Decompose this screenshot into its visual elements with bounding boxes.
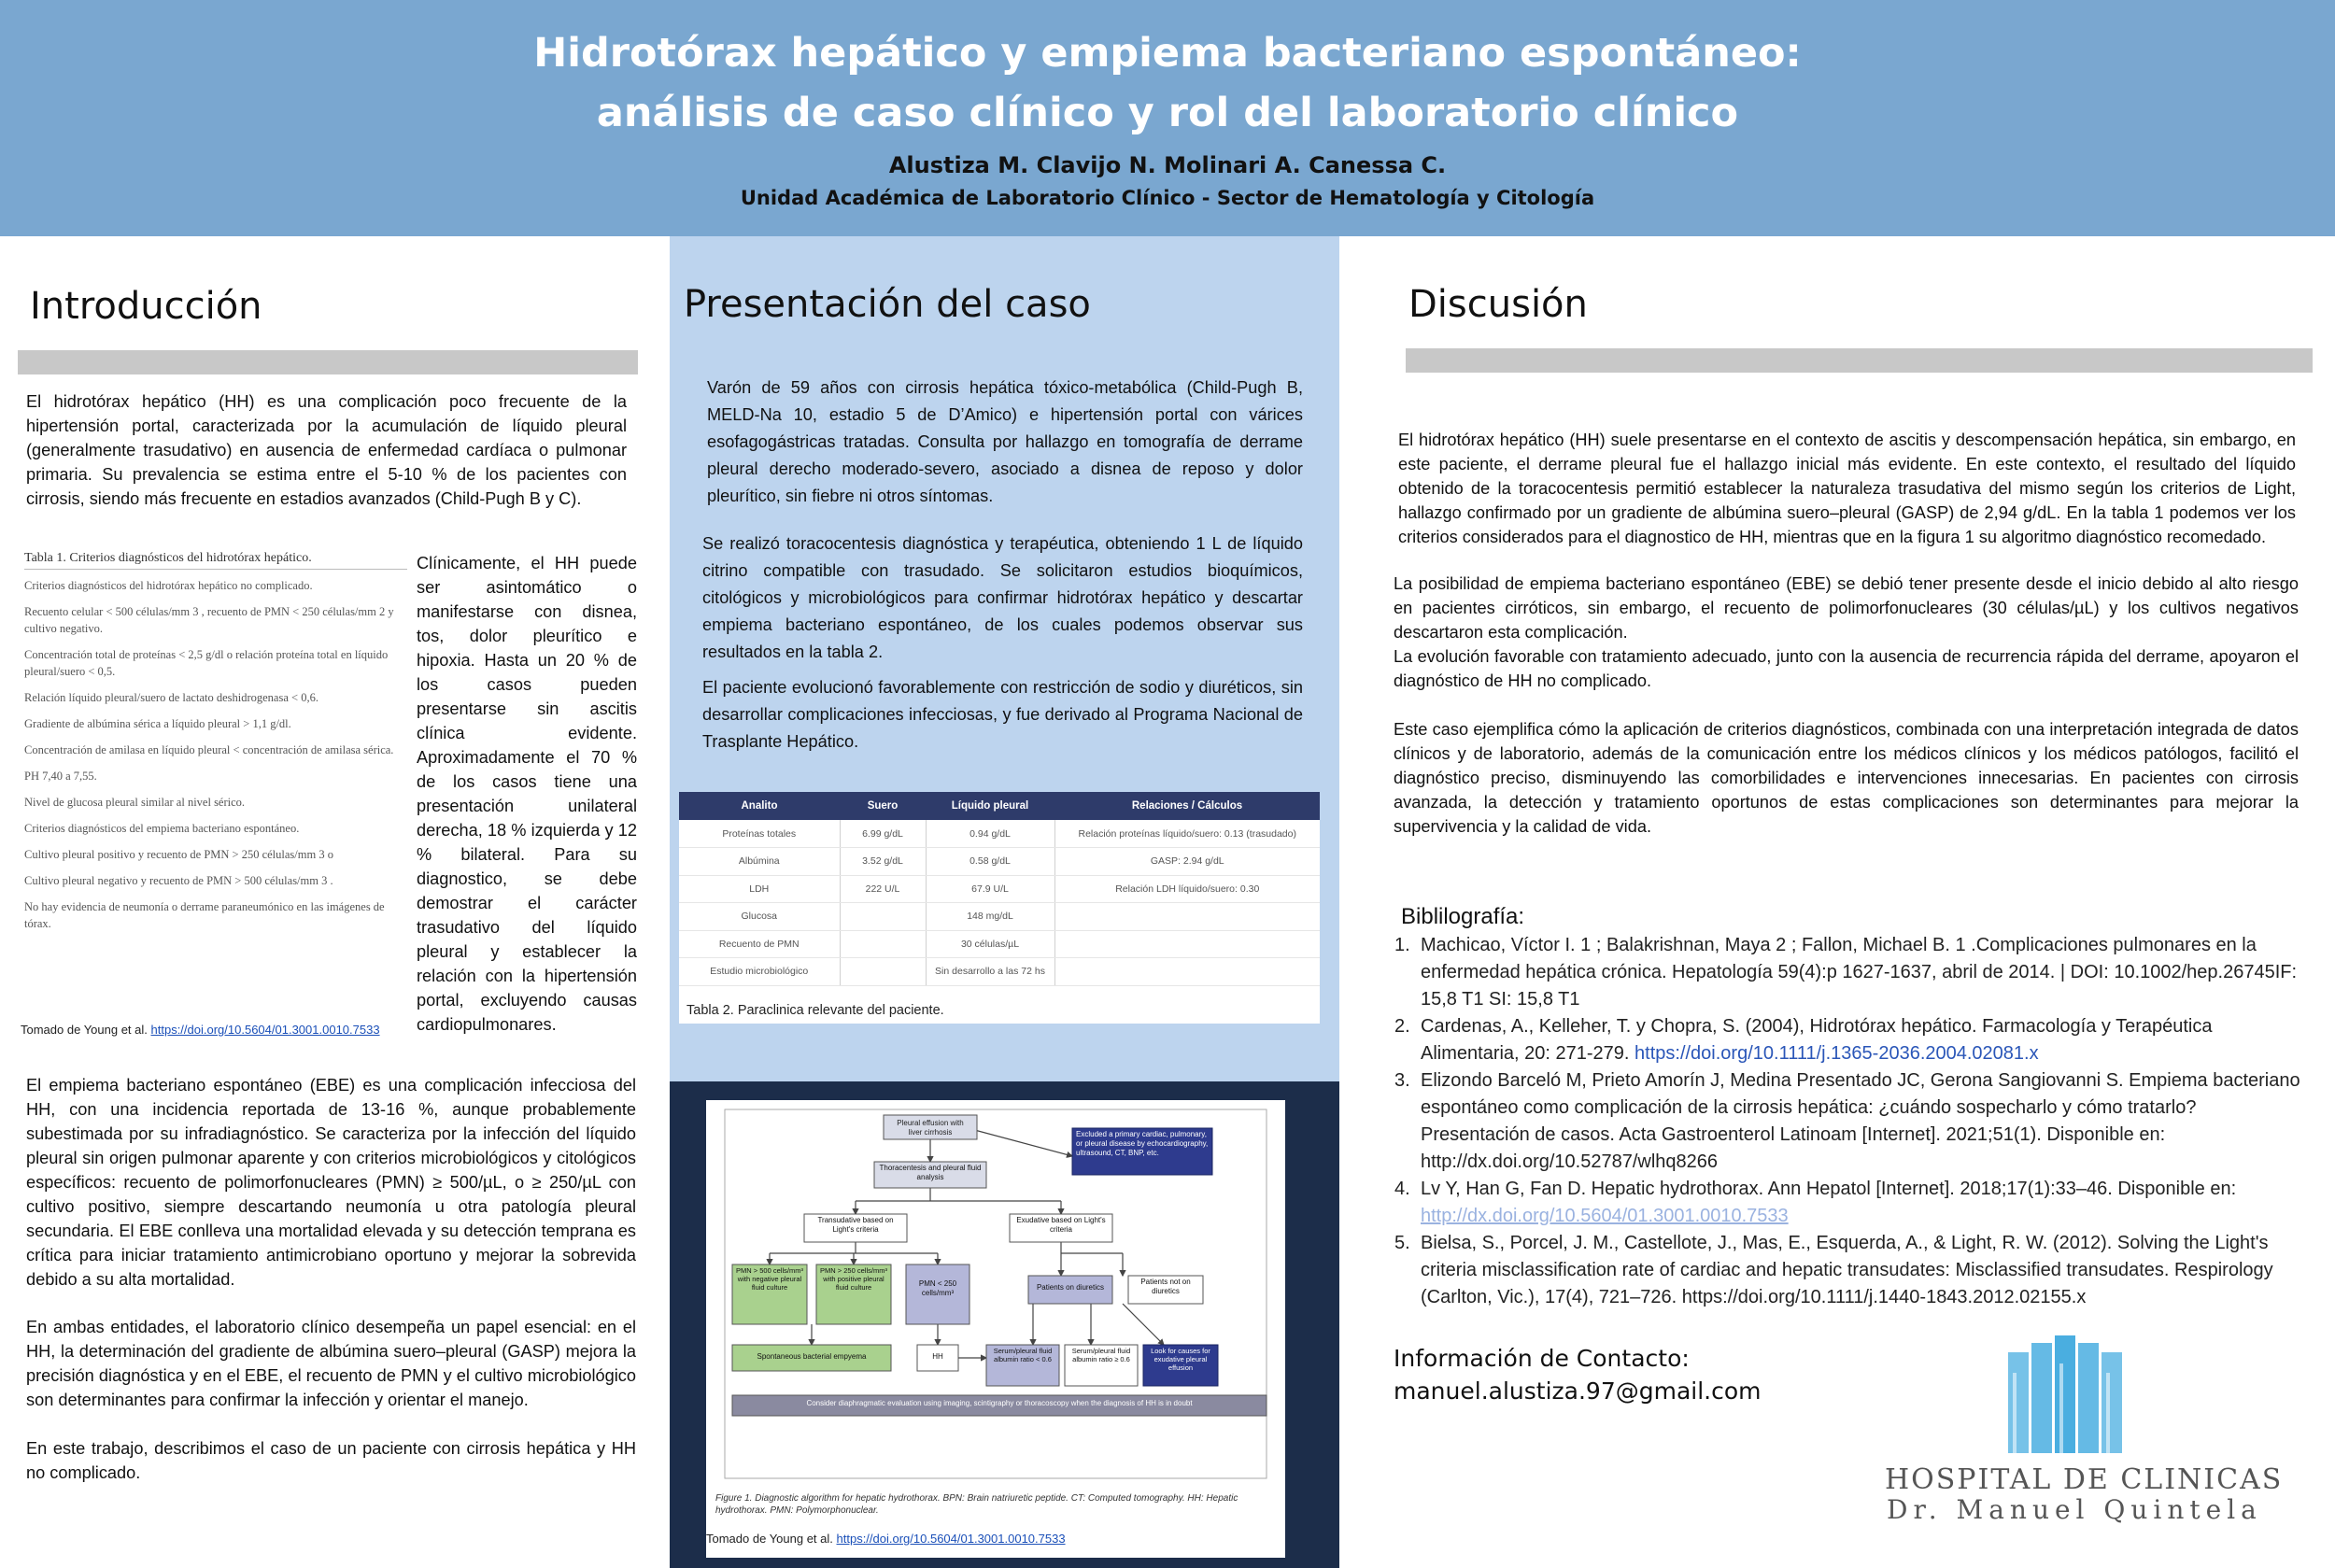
affiliation: Unidad Académica de Laboratorio Clínico - Sector de Hematología y Citología	[740, 187, 1595, 209]
contact-email[interactable]: manuel.alustiza.97@gmail.com	[1394, 1377, 1762, 1405]
table-row	[679, 930, 1320, 958]
table-cell: 3.52 g/dL	[840, 848, 926, 876]
table-1-caption: Tabla 1. Criterios diagnósticos del hidrotórax hepático.	[24, 551, 407, 570]
bibliography-item	[1394, 1230, 2310, 1311]
table-1-row: Relación líquido pleural/suero de lactato deshidrogenasa < 0,6.	[24, 691, 318, 704]
table-cell: Albúmina	[679, 848, 840, 876]
node-not-on-diuretics: Patients not on diuretics	[1140, 1278, 1191, 1295]
discussion-paragraph-1: El hidrotórax hepático (HH) suele presentarse en el contexto de ascitis y descompensación hepática, sin embargo, en este paciente, el derrame pleural fue el hallazgo inicial más evidente. En este contexto, el resultado del líquido obtenido de la toracocentesis permitió establecer la naturaleza trasudativa del mismo según los criterios de Light, hallazgo confirmado por un gradiente de albúmina suero–pleural (GASP) de 2,94 g/dL. En la tabla 1 podemos ver los criterios considerados para el diagnostico de HH, mientras que en la figura 1 su algoritmo diagnóstico recomedado.	[1398, 431, 2296, 546]
table-cell	[840, 930, 926, 958]
bibliography-number: 1.	[1394, 935, 1410, 955]
table-cell: Glucosa	[679, 903, 840, 931]
table-row	[679, 848, 1320, 876]
hospital-name: HOSPITAL DE CLINICAS	[1885, 1463, 2284, 1496]
table-cell: Estudio microbiológico	[679, 958, 840, 986]
node-thoracentesis: Thoracentesis and pleural fluid analysis	[879, 1164, 982, 1181]
table-cell	[840, 958, 926, 986]
bibliography-number: 2.	[1394, 1016, 1410, 1037]
contact-label: Información de Contacto:	[1394, 1345, 1690, 1372]
node-transudative: Transudative based on Light's criteria	[817, 1216, 894, 1234]
table-1-row: No hay evidencia de neumonía o derrame paraneumónico en las imágenes de tórax.	[24, 900, 385, 930]
discussion-paragraph-2: La posibilidad de empiema bacteriano espontáneo (EBE) se debió tener presente desde el inicio debido al alto riesgo en pacientes cirróticos, sin embargo, el recuento de polimorfonucleares (30 células/µL) y los cultivos negativos descartaron esta complicación.	[1394, 574, 2299, 642]
node-consider-diaphragmatic: Consider diaphragmatic evaluation using imaging, scintigraphy or thoracoscopy when the diagnosis of HH is in doubt	[806, 1399, 1193, 1407]
authors: Alustiza M. Clavijo N. Molinari A. Canessa C.	[888, 152, 1447, 178]
bibliography-title: Biblilografía:	[1401, 904, 1525, 929]
node-pleural-effusion: Pleural effusion with liver cirrhosis	[897, 1119, 964, 1137]
algorithm-diagram	[706, 1100, 1285, 1492]
bibliography-text: Cardenas, A., Kelleher, T. y Chopra, S. (2004), Hidrotórax hepático. Farmacología y Terapéutica Alimentaria, 20: 271-279.	[1421, 1016, 2213, 1064]
table-2	[679, 792, 1320, 986]
table-row	[679, 903, 1320, 931]
intro-paragraph-4: En este trabajo, describimos el caso de un paciente con cirrosis hepática y HH no complicado.	[26, 1439, 636, 1482]
table-1-reference-text: Tomado de Young et al.	[21, 1023, 151, 1037]
table-cell: 67.9 U/L	[926, 875, 1054, 903]
table-2-header-relaciones: Relaciones / Cálculos	[1054, 792, 1320, 820]
node-exudative: Exudative based on Light's criteria	[1016, 1216, 1106, 1234]
table-row	[679, 820, 1320, 848]
bibliography-list	[1394, 932, 2310, 1311]
table-row	[679, 958, 1320, 986]
table-1-row: Nivel de glucosa pleural similar al nivel sérico.	[24, 796, 246, 809]
table-1-row: Gradiente de albúmina sérica a líquido pleural > 1,1 g/dl.	[24, 717, 291, 730]
case-paragraph-3: El paciente evolucionó favorablemente con restricción de sodio y diuréticos, sin desarrollar complicaciones infecciosas, y fue derivado al Programa Nacional de Trasplante Hepático.	[702, 678, 1303, 751]
table-cell	[1054, 958, 1320, 986]
node-pmn-lt-250: PMN < 250 cells/mm³	[918, 1279, 957, 1297]
table-1-reference-link[interactable]: https://doi.org/10.5604/01.3001.0010.7533	[150, 1023, 380, 1037]
bibliography-item	[1394, 932, 2310, 1013]
intro-paragraph-1: El hidrotórax hepático (HH) es una complicación poco frecuente de la hipertensión portal, caracterizada por la acumulación de líquido pleural (generalmente trasudativo) en ausencia de enfermedad cardíaca o pulmonar primaria. Su prevalencia se estima entre el 5-10 % de los pacientes con cirrosis, siendo más frecuente en estadios avanzados (Child-Pugh B y C).	[26, 392, 627, 508]
case-paragraph-1: Varón de 59 años con cirrosis hepática tóxico-metabólica (Child-Pugh B, MELD-Na 10, estadio 5 de D’Amico) e hipertensión portal con várices esofagogástricas tratadas. Consulta por hallazgo en tomografía de derrame pleural derecho moderado-severo, asociado a disnea de reposo y dolor pleurítico, sin fiebre ni otros síntomas.	[707, 378, 1303, 505]
table-1-row: PH 7,40 a 7,55.	[24, 770, 97, 783]
node-excluded-primary: Excluded a primary cardiac, pulmonary, or pleural disease by echocardiography, ultrasound, CT, BNP, etc.	[1076, 1130, 1209, 1157]
discussion-paragraph-4: Este caso ejemplifica cómo la aplicación de criterios diagnósticos, combinada con una interpretación integrada de datos clínicos y de laboratorio, además de la comunicación entre los médicos clínicos y los médicos patólogos, facilitó el diagnóstico preciso, disminuyendo las comorbilidades e intervenciones innecesarias. En pacientes con cirrosis avanzada, la detección y tratamiento oportunos de estas complicaciones son determinantes para mejorar la supervivencia y la calidad de vida.	[1394, 720, 2299, 836]
table-cell	[1054, 930, 1320, 958]
table-cell: LDH	[679, 875, 840, 903]
node-spontaneous-empyema: Spontaneous bacterial empyema	[757, 1352, 867, 1361]
table-1-row: Recuento celular < 500 células/mm 3 , recuento de PMN < 250 células/mm 2 y cultivo negativo.	[24, 605, 394, 635]
table-cell: 0.58 g/dL	[926, 848, 1054, 876]
bibliography-number: 4.	[1394, 1179, 1410, 1199]
table-cell: 222 U/L	[840, 875, 926, 903]
table-cell: Recuento de PMN	[679, 930, 840, 958]
poster-title-line-1: Hidrotórax hepático y empiema bacteriano espontáneo:	[533, 30, 1802, 77]
table-cell	[1054, 903, 1320, 931]
table-1-row: Criterios diagnósticos del empiema bacteriano espontáneo.	[24, 822, 300, 835]
bibliography-number: 5.	[1394, 1233, 1410, 1253]
table-1-criteria	[24, 551, 407, 1018]
table-2-header-row	[679, 792, 1320, 820]
table-row	[679, 875, 1320, 903]
node-look-for-causes: Look for causes for exudative pleural effusion	[1151, 1347, 1210, 1372]
table-cell: Sin desarrollo a las 72 hs	[926, 958, 1054, 986]
figure-1-reference	[706, 1532, 1066, 1546]
poster-header	[0, 0, 2335, 236]
table-1-row: Criterios diagnósticos del hidrotórax hepático no complicado.	[24, 579, 313, 592]
table-cell: 148 mg/dL	[926, 903, 1054, 931]
table-2-header-suero: Suero	[840, 792, 926, 820]
table-cell: GASP: 2.94 g/dL	[1054, 848, 1320, 876]
bibliography-text: Lv Y, Han G, Fan D. Hepatic hydrothorax. Ann Hepatol [Internet]. 2018;17(1):33–46. Disponible en:	[1421, 1179, 2237, 1199]
bibliography-text: Machicao, Víctor I. 1 ; Balakrishnan, Maya 2 ; Fallon, Michael B. 1 .Complicaciones pulmonares en la enfermedad hepática crónica. Hepatología 59(4):p 1627-1637, abril de 2014. | DOI: 10.1002/hep.26745IF: 15,8 T1 SI: 15,8 T1	[1421, 935, 2298, 1010]
table-cell: Proteínas totales	[679, 820, 840, 848]
discussion-title: Discusión	[1408, 283, 1588, 326]
table-cell: Relación LDH líquido/suero: 0.30	[1054, 875, 1320, 903]
intro-divider	[18, 350, 638, 374]
table-2-caption: Tabla 2. Paraclinica relevante del paciente.	[686, 1003, 944, 1018]
table-cell: 0.94 g/dL	[926, 820, 1054, 848]
figure-1-algorithm	[706, 1100, 1285, 1558]
intro-title: Introducción	[30, 285, 262, 328]
poster-title-line-2: análisis de caso clínico y rol del laboratorio clínico	[596, 90, 1739, 136]
bibliography-text: Bielsa, S., Porcel, J. M., Castellote, J., Mas, E., Esquerda, A., & Light, R. W. (2012). Solving the Light's criteria misclassification rate of cardiac and hepatic transudates: Misclassified transudates. Respirology (Carlton, Vic.), 17(4), 721–726. https://doi.org/10.1111/j.1440-1843.2012.02155.x	[1421, 1233, 2273, 1307]
bibliography-link[interactable]: https://doi.org/10.1111/j.1365-2036.2004.02081.x	[1634, 1043, 2039, 1064]
table-2-header-analito: Analito	[679, 792, 840, 820]
table-2-paraclinical	[679, 792, 1320, 1024]
discussion-divider	[1406, 348, 2313, 373]
figure-1-caption: Figure 1. Diagnostic algorithm for hepatic hydrothorax. BPN: Brain natriuretic peptide. CT: Computed tomography. HH: Hepatic hydrothorax. PMN: Polymorphonuclear.	[715, 1493, 1238, 1516]
bibliography-link[interactable]: http://dx.doi.org/10.5604/01.3001.0010.7533	[1421, 1206, 1789, 1226]
table-1-row: Concentración total de proteínas < 2,5 g/dl o relación proteína total en líquido pleural/suero < 0,5.	[24, 648, 389, 678]
table-2-header-liquido: Líquido pleural	[926, 792, 1054, 820]
bibliography-number: 3.	[1394, 1070, 1410, 1091]
table-cell	[840, 903, 926, 931]
bibliography-item	[1394, 1176, 2310, 1230]
table-cell: 6.99 g/dL	[840, 820, 926, 848]
contact-block	[1394, 1342, 1762, 1407]
table-cell: Relación proteínas líquido/suero: 0.13 (trasudado)	[1054, 820, 1320, 848]
figure-1-reference-text: Tomado de Young et al.	[706, 1532, 837, 1546]
table-cell: 30 células/µL	[926, 930, 1054, 958]
node-pmn-500: PMN > 500 cells/mm³ with negative pleural fluid culture	[736, 1266, 803, 1292]
hospital-subname: Dr. Manuel Quintela	[1887, 1494, 2262, 1525]
table-1-reference	[21, 1023, 380, 1037]
node-hh: HH	[932, 1352, 943, 1361]
bibliography-item	[1394, 1013, 2310, 1067]
intro-paragraph-2: El empiema bacteriano espontáneo (EBE) es una complicación infecciosa del HH, con una incidencia reportada de 13-16 %, aunque probablemente subestimada por su infradiagnóstico. Se caracteriza por la infección del líquido pleural sin origen pulmonar aparente y con criterios microbiológicos y citológicos específicos: recuento de polimorfonucleares (PMN) ≥ 500/µL, o ≥ 250/µL con cultivo positivo, siempre descartando neumonía u otra patología pleural secundaria. El EBE conlleva una mortalidad elevada y su detección temprana es crítica para iniciar tratamiento antimicrobiano oportuno y mejorar la sobrevida debido a su alta mortalidad.	[26, 1076, 636, 1289]
discussion-paragraph-3: La evolución favorable con tratamiento adecuado, junto con la ausencia de recurrencia rápida del derrame, apoyaron el diagnóstico de HH no complicado.	[1394, 647, 2299, 690]
figure-1-reference-link[interactable]: https://doi.org/10.5604/01.3001.0010.7533	[836, 1532, 1066, 1546]
node-ratio-ge-06: Serum/pleural fluid albumin ratio ≥ 0.6	[1071, 1347, 1131, 1363]
case-paragraph-2: Se realizó toracocentesis diagnóstica y terapéutica, obteniendo 1 L de líquido citrino compatible con trasudado. Se solicitaron estudios bioquímicos, citológicos y microbiológicos para confirmar hidrotórax hepático y descartar empiema bacteriano espontáneo, de los cuales podemos observar sus resultados en la tabla 2.	[702, 534, 1303, 661]
table-1-row: Concentración de amilasa en líquido pleural < concentración de amilasa sérica.	[24, 743, 394, 756]
intro-paragraph-3: En ambas entidades, el laboratorio clínico desempeña un papel esencial: en el HH, la determinación del gradiente de albúmina suero–pleural (GASP) mejora la precisión diagnóstica y en el EBE, el recuento de PMN y el cultivo microbiológico son determinantes para confirmar la infección y orientar el manejo.	[26, 1318, 636, 1409]
bibliography-text: Elizondo Barceló M, Prieto Amorín J, Medina Presentado JC, Gerona Sangiovanni S. Empiema bacteriano espontáneo como complicación de la cirrosis hepática: ¿cuándo sospecharlo y cómo tratarlo? Presentación de casos. Acta Gastroenterol Latinoam [Internet]. 2021;51(1). Disponible en: http://dx.doi.org/10.52787/wlhq8266	[1421, 1070, 2300, 1172]
table-1-row: Cultivo pleural negativo y recuento de PMN > 500 células/mm 3 .	[24, 874, 333, 887]
node-pmn-250: PMN > 250 cells/mm³ with positive pleural fluid culture	[820, 1266, 887, 1292]
bibliography-item	[1394, 1067, 2310, 1176]
case-title: Presentación del caso	[684, 283, 1091, 326]
intro-side-paragraph: Clínicamente, el HH puede ser asintomático o manifestarse con disnea, tos, dolor pleurítico e hipoxia. Hasta un 20 % de los casos pueden presentarse sin ascitis clínica evidente. Aproximadamente el 70 % de los casos tiene una presentación unilateral derecha, 18 % izquierda y 12 % bilateral. Para su diagnostico, se debe demostrar el carácter trasudativo del líquido pleural y establecer la relación con la hipertensión portal, excluyendo causas cardiopulmonares.	[417, 554, 637, 1034]
table-1-row: Cultivo pleural positivo y recuento de PMN > 250 células/mm 3 o	[24, 848, 333, 861]
node-ratio-lt-06: Serum/pleural fluid albumin ratio < 0.6	[993, 1347, 1053, 1363]
node-on-diuretics: Patients on diuretics	[1036, 1283, 1105, 1292]
